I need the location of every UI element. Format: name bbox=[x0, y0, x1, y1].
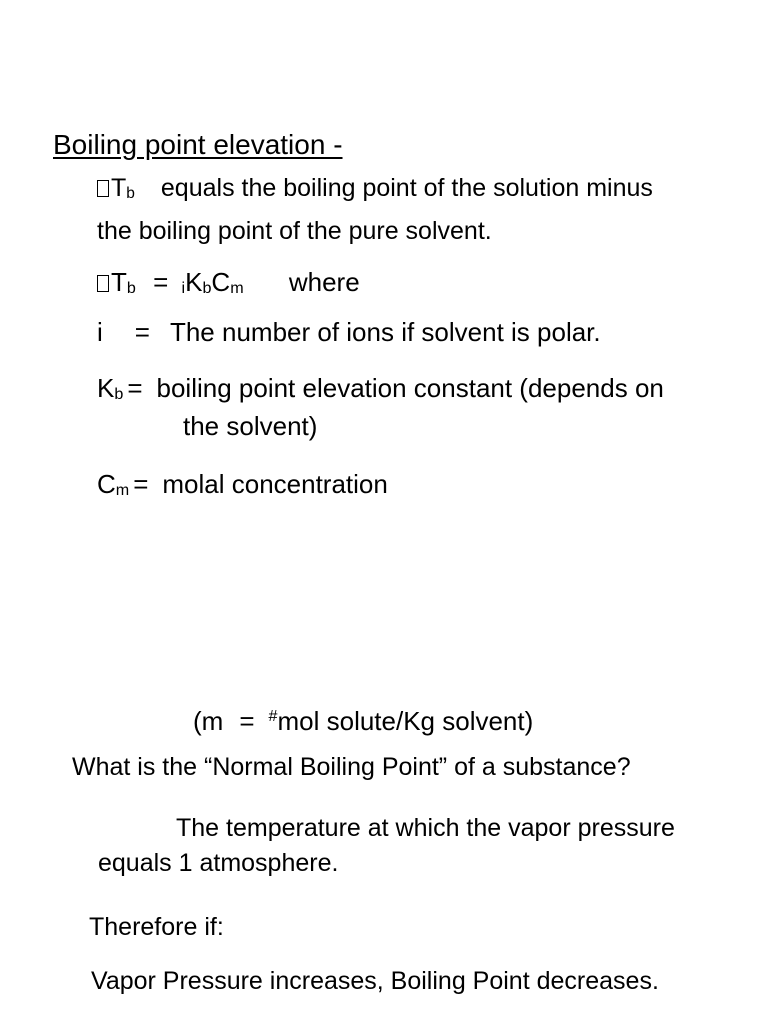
formula-c: C bbox=[211, 267, 231, 297]
formula-i: i bbox=[181, 278, 186, 297]
cm-symbol: C bbox=[97, 469, 116, 499]
formula-equals: = bbox=[153, 267, 169, 297]
molality-equals: = bbox=[239, 706, 255, 736]
molality-hash: # bbox=[268, 707, 278, 726]
tb-symbol: T bbox=[111, 174, 127, 202]
definition-text: equals the boiling point of the solution minus bbox=[160, 174, 653, 202]
cm-equals: = bbox=[133, 469, 149, 499]
molality-open: (m bbox=[193, 706, 224, 736]
i-symbol: i bbox=[97, 317, 103, 347]
delta-tb-definition-line-1 bbox=[97, 176, 653, 201]
i-definition-text: The number of ions if solvent is polar. bbox=[169, 317, 601, 347]
formula-k: K bbox=[185, 267, 203, 297]
question-text: What is the “Normal Boiling Point” of a substance? bbox=[72, 753, 631, 781]
formula-tb-subscript: b bbox=[126, 278, 136, 297]
formula-tb: T bbox=[111, 267, 127, 297]
page-title: Boiling point elevation - bbox=[53, 129, 343, 160]
cm-definition-text: molal concentration bbox=[162, 469, 388, 499]
delta-tb-definition-line-2: the boiling point of the pure solvent. bbox=[97, 217, 492, 245]
formula-line bbox=[97, 269, 360, 296]
formula-c-subscript: m bbox=[230, 278, 244, 297]
answer-line-2: equals 1 atmosphere. bbox=[98, 849, 339, 877]
molality-text: mol solute/Kg solvent) bbox=[277, 706, 534, 736]
conclusion-text: Vapor Pressure increases, Boiling Point decreases. bbox=[91, 967, 659, 995]
kb-definition-line-2: the solvent) bbox=[183, 411, 318, 441]
tb-subscript: b bbox=[126, 184, 135, 202]
cm-definition-line bbox=[97, 471, 388, 498]
delta-symbol-icon bbox=[97, 180, 109, 197]
kb-definition-text: boiling point elevation constant (depends on bbox=[156, 373, 664, 403]
formula-k-subscript: b bbox=[202, 278, 212, 297]
kb-definition-line-1 bbox=[97, 375, 664, 402]
i-equals: = bbox=[134, 317, 150, 347]
i-definition-line bbox=[97, 319, 601, 345]
therefore-text: Therefore if: bbox=[89, 913, 224, 941]
kb-equals: = bbox=[127, 373, 143, 403]
delta-symbol-icon bbox=[97, 275, 109, 292]
kb-subscript: b bbox=[114, 384, 124, 403]
cm-subscript: m bbox=[115, 480, 130, 499]
answer-line-1: The temperature at which the vapor pressure bbox=[176, 814, 675, 842]
molality-definition bbox=[193, 708, 533, 734]
kb-symbol: K bbox=[97, 373, 115, 403]
formula-where: where bbox=[288, 267, 360, 297]
